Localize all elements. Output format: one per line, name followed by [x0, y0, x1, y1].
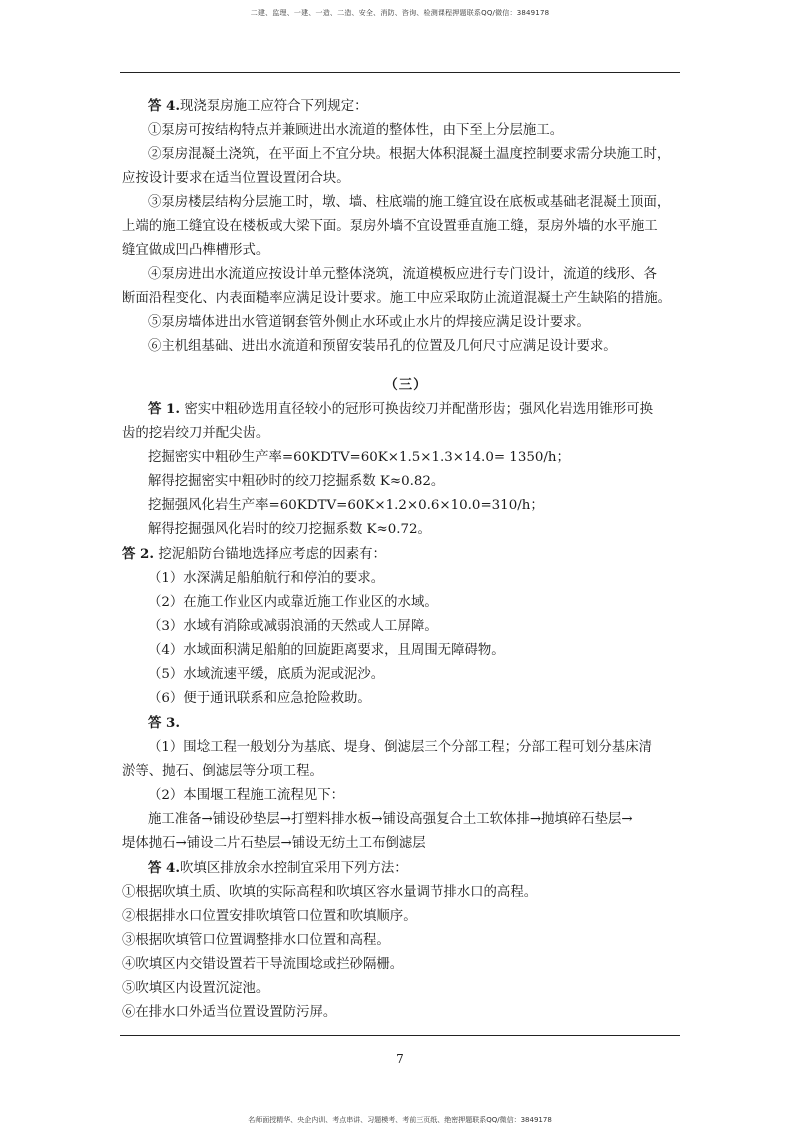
answer1-line-5: 挖掘强风化岩生产率=60KDTV=60K×1.2×0.6×10.0=310/h； [148, 498, 544, 513]
page-number: 7 [396, 1052, 404, 1066]
answer2-item-1: （1）水深满足船舶航行和停泊的要求。 [148, 571, 385, 586]
answer3-line-1: （1）围埝工程一般划分为基底、堤身、倒滤层三个分部工程；分部工程可划分基床清 [148, 740, 652, 755]
answer3-line-5: 堤体抛石→铺设二片石垫层→铺设无纺土工布倒滤层 [122, 836, 426, 851]
answer4-top-line-4: ③泵房楼层结构分层施工时，墩、墙、柱底端的施工缝宜设在底板或基础老混凝土顶面， [148, 195, 671, 210]
footer-banner: 名师面授精华、央企内训、考点串讲、习题模考、考前三页纸、绝密押题联系QQ/微信：3849178 [248, 1116, 552, 1124]
answer4-bottom-line-5: ⑤吹填区内设置沉淀池。 [122, 981, 270, 996]
answer-label: 答 2. [122, 546, 155, 562]
answer1-line-3: 挖掘密实中粗砂生产率=60KDTV=60K×1.5×1.3×14.0= 1350/h； [148, 450, 570, 465]
answer4-bottom-line-2: ②根据排水口位置安排吹填管口位置和吹填顺序。 [122, 909, 417, 924]
answer4-top-heading [122, 94, 690, 119]
answer-heading-text: 吹填区排放余水控制宜采用下列方法： [180, 861, 408, 876]
answer3-line-2: 淤等、抛石、倒滤层等分项工程。 [122, 764, 323, 779]
answer4-top-line-7: ④泵房进出水流道应按设计单元整体浇筑，流道模板应进行专门设计，流道的线形、各 [148, 267, 657, 282]
answer4-top-line-3: 应按设计要求在适当位置设置闭合块。 [122, 171, 350, 186]
answer1-line-4: 解得挖掘密实中粗砂时的绞刀挖掘系数 K≈0.82。 [148, 474, 445, 489]
answer4-top-line-2: ②泵房混凝土浇筑，在平面上不宜分块。根据大体积混凝土温度控制要求需分块施工时， [148, 147, 671, 162]
answer4-bottom-heading [122, 856, 690, 881]
answer4-top-line-1: ①泵房可按结构特点并兼顾进出水流道的整体性，由下至上分层施工。 [148, 123, 564, 138]
answer4-bottom-line-4: ④吹填区内交错设置若干导流围埝或拦砂隔栅。 [122, 957, 404, 972]
answer1-line-1 [122, 397, 690, 422]
answer-label: 答 4. [148, 860, 181, 876]
answer4-top-line-6: 缝宜做成凹凸榫槽形式。 [122, 243, 270, 258]
answer1-text: 密实中粗砂选用直径较小的冠形可换齿绞刀并配凿形齿；强风化岩选用锥形可换 [184, 402, 653, 417]
answer2-item-5: （5）水域流速平缓，底质为泥或泥沙。 [148, 667, 385, 682]
answer4-top-line-9: ⑤泵房墙体进出水管道钢套管外侧止水环或止水片的焊接应满足设计要求。 [148, 315, 590, 330]
answer2-item-3: （3）水域有消除或减弱浪涌的天然或人工屏障。 [148, 619, 438, 634]
answer4-top-line-5: 上端的施工缝宜设在楼板或大梁下面。泵房外墙不宜设置垂直施工缝，泵房外墙的水平施工 [122, 219, 658, 234]
answer3-line-3: （2）本围堰工程施工流程见下： [148, 788, 344, 803]
answer2-text: 挖泥船防台锚地选择应考虑的因素有： [158, 547, 386, 562]
answer1-line-6: 解得挖掘强风化岩时的绞刀挖掘系数 K≈0.72。 [148, 522, 431, 537]
answer-label: 答 3. [148, 715, 181, 731]
answer-heading-text: 现浇泵房施工应符合下列规定： [180, 99, 368, 114]
answer4-top-line-8: 断面沿程变化、内表面糙率应满足设计要求。施工中应采取防止流道混凝土产生缺陷的措施。 [122, 291, 672, 306]
header-banner: 二建、监理、一建、一造、二造、安全、消防、咨询、检测课程押题联系QQ/微信：3849178 [250, 9, 550, 17]
answer2-item-4: （4）水域面积满足船舶的回旋距离要求，且周围无障碍物。 [148, 643, 505, 658]
answer-label: 答 4. [148, 98, 181, 114]
answer-label: 答 1. [148, 401, 181, 417]
answer3-heading [122, 711, 690, 736]
answer4-bottom-line-6: ⑥在排水口外适当位置设置防污屏。 [122, 1005, 337, 1020]
section-title: （三） [384, 377, 428, 393]
footer-rule [120, 1035, 680, 1036]
answer1-line-2: 齿的挖岩绞刀并配尖齿。 [122, 426, 270, 441]
answer4-bottom-line-1: ①根据吹填土质、吹填的实际高程和吹填区容水量调节排水口的高程。 [122, 885, 538, 900]
answer2-item-2: （2）在施工作业区内或靠近施工作业区的水域。 [148, 595, 438, 610]
document-body [122, 94, 690, 1025]
answer2-item-6: （6）便于通讯联系和应急抢险救助。 [148, 691, 371, 706]
header-rule [120, 72, 680, 73]
answer4-bottom-line-3: ③根据吹填管口位置调整排水口位置和高程。 [122, 933, 390, 948]
answer3-line-4: 施工准备→铺设砂垫层→打塑料排水板→铺设高强复合土工软体排→抛填碎石垫层→ [148, 812, 633, 827]
answer4-top-line-10: ⑥主机组基础、进出水流道和预留安装吊孔的位置及几何尺寸应满足设计要求。 [148, 339, 617, 354]
answer2-heading [122, 542, 690, 567]
